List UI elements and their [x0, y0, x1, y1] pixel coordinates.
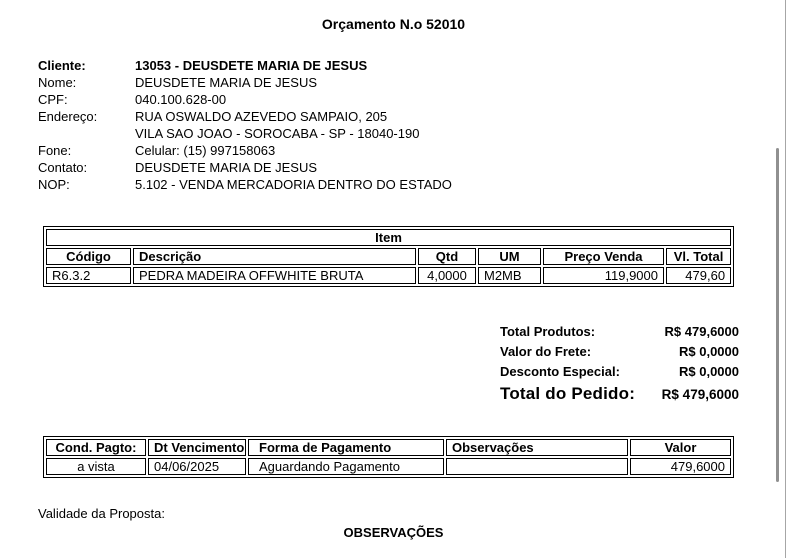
item-table-group-row	[46, 229, 731, 246]
payment-table	[43, 436, 734, 478]
info-label	[38, 125, 135, 142]
info-row-cpf	[38, 91, 787, 108]
info-value: VILA SAO JOAO - SOROCABA - SP - 18040-190	[135, 126, 420, 141]
item-table-header-row	[46, 248, 731, 265]
payment-table-header-row	[46, 439, 731, 456]
column-header-um: UM	[478, 248, 541, 265]
cell-dt-vencimento: 04/06/2025	[148, 458, 246, 475]
cell-preco-venda: 119,9000	[543, 267, 664, 284]
observations-title: OBSERVAÇÕES	[343, 525, 444, 540]
vertical-scrollbar-thumb[interactable]	[776, 148, 779, 482]
total-produtos-value: R$ 479,6000	[664, 324, 739, 339]
column-header-cond-pagto: Cond. Pagto:	[46, 439, 146, 456]
column-header-valor: Valor	[630, 439, 731, 456]
cell-um: M2MB	[478, 267, 541, 284]
info-row-nop	[38, 176, 787, 193]
info-label: Nome:	[38, 75, 77, 90]
desconto-especial-value: R$ 0,0000	[679, 364, 739, 379]
info-label: Endereço:	[38, 109, 98, 124]
valor-frete-label: Valor do Frete:	[500, 344, 592, 359]
total-pedido-row	[500, 384, 739, 404]
info-label: Contato:	[38, 160, 88, 175]
info-label: Fone:	[38, 143, 72, 158]
total-produtos-row	[500, 322, 739, 342]
info-row-fone	[38, 142, 787, 159]
info-value: 040.100.628-00	[135, 92, 227, 107]
total-produtos-label: Total Produtos:	[500, 324, 596, 339]
column-header-descricao: Descrição	[133, 248, 416, 265]
cell-vl-total: 479,60	[666, 267, 731, 284]
cell-descricao: PEDRA MADEIRA OFFWHITE BRUTA	[133, 267, 416, 284]
column-header-qtd: Qtd	[418, 248, 476, 265]
info-label: Cliente:	[38, 58, 86, 73]
column-header-dt-vencimento: Dt Vencimento	[148, 439, 246, 456]
item-table-data-row	[46, 267, 731, 284]
client-info	[38, 57, 787, 193]
payment-table-data-row	[46, 458, 731, 475]
info-value: 5.102 - VENDA MERCADORIA DENTRO DO ESTADO	[135, 177, 452, 192]
page-title: Orçamento N.o 52010	[321, 16, 466, 32]
info-label: NOP:	[38, 177, 70, 192]
column-header-preco-venda: Preço Venda	[543, 248, 664, 265]
info-value: DEUSDETE MARIA DE JESUS	[135, 160, 318, 175]
valor-frete-value: R$ 0,0000	[679, 344, 739, 359]
info-row-endereco	[38, 108, 787, 125]
validity-label: Validade da Proposta:	[38, 506, 165, 521]
desconto-especial-row	[500, 362, 739, 382]
info-row-contato	[38, 159, 787, 176]
column-header-observacoes: Observações	[446, 439, 628, 456]
column-header-forma-pagamento: Forma de Pagamento	[248, 439, 444, 456]
total-pedido-value: R$ 479,6000	[661, 387, 739, 402]
info-value: RUA OSWALDO AZEVEDO SAMPAIO, 205	[135, 109, 388, 124]
column-header-vl-total: Vl. Total	[666, 248, 731, 265]
cell-forma-pagamento: Aguardando Pagamento	[248, 458, 444, 475]
info-value: Celular: (15) 997158063	[135, 143, 276, 158]
frame-right-edge	[785, 0, 786, 558]
info-value: 13053 - DEUSDETE MARIA DE JESUS	[135, 58, 368, 73]
cell-qtd: 4,0000	[418, 267, 476, 284]
cell-valor: 479,6000	[630, 458, 731, 475]
item-table	[43, 226, 734, 287]
desconto-especial-label: Desconto Especial:	[500, 364, 620, 379]
info-value: DEUSDETE MARIA DE JESUS	[135, 75, 318, 90]
column-header-codigo: Código	[46, 248, 131, 265]
totals-summary	[500, 322, 739, 404]
cell-cond-pagto: a vista	[46, 458, 146, 475]
info-label: CPF:	[38, 92, 68, 107]
item-table-group-header: Item	[46, 229, 731, 246]
info-row-cliente	[38, 57, 787, 74]
info-row-endereco-line2	[38, 125, 787, 142]
cell-codigo: R6.3.2	[46, 267, 131, 284]
total-pedido-label: Total do Pedido:	[500, 384, 636, 403]
cell-observacoes	[446, 458, 628, 475]
valor-frete-row	[500, 342, 739, 362]
info-row-nome	[38, 74, 787, 91]
